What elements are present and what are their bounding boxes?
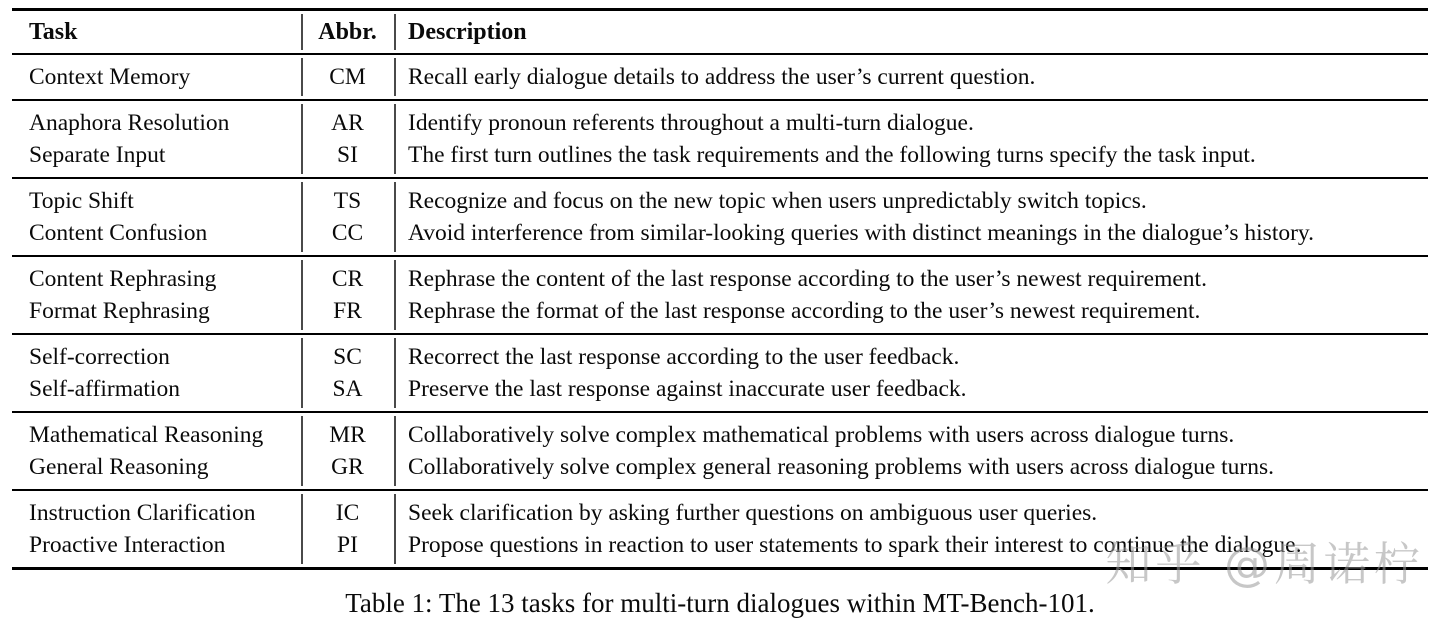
table-row <box>12 529 1428 561</box>
table-row <box>12 419 1428 451</box>
column-divider <box>301 494 303 564</box>
description-cell: Propose questions in reaction to user statements to spark their interest to continue the dialogue. <box>408 532 1302 558</box>
task-cell: Topic Shift <box>29 188 134 214</box>
task-cell: Format Rephrasing <box>29 298 210 324</box>
row-group-topic-confusion <box>12 177 1428 255</box>
description-cell: Rephrase the content of the last response according to the user’s newest requirement. <box>408 266 1207 292</box>
column-divider <box>394 58 396 96</box>
abbr-cell: TS <box>333 188 362 214</box>
task-cell: Content Rephrasing <box>29 266 217 292</box>
table-row <box>12 373 1428 405</box>
abbr-cell: AR <box>331 110 364 136</box>
column-divider <box>301 14 303 50</box>
column-divider <box>301 416 303 486</box>
task-cell: Self-affirmation <box>29 376 180 402</box>
table-row <box>12 341 1428 373</box>
abbr-cell: CR <box>331 266 364 292</box>
header-task: Task <box>29 19 78 45</box>
description-cell: Recorrect the last response according to the user feedback. <box>408 344 960 370</box>
tasks-table <box>12 8 1428 570</box>
column-divider <box>394 182 396 252</box>
row-group-self <box>12 333 1428 411</box>
column-divider <box>301 260 303 330</box>
task-cell: General Reasoning <box>29 454 209 480</box>
row-group-reasoning <box>12 411 1428 489</box>
abbr-cell: IC <box>335 500 360 526</box>
description-cell: Seek clarification by asking further questions on ambiguous user queries. <box>408 500 1098 526</box>
table-row <box>12 139 1428 171</box>
table-row <box>12 217 1428 249</box>
header-row <box>12 16 1428 48</box>
table-row <box>12 185 1428 217</box>
table-caption: Table 1: The 13 tasks for multi-turn dialogues within MT-Bench-101. <box>345 588 1095 618</box>
column-divider <box>301 58 303 96</box>
header-abbr: Abbr. <box>318 19 377 45</box>
description-cell: Identify pronoun referents throughout a multi-turn dialogue. <box>408 110 974 136</box>
abbr-cell: FR <box>333 298 362 324</box>
description-cell: Collaboratively solve complex mathematical problems with users across dialogue turns. <box>408 422 1235 448</box>
abbr-cell: SA <box>332 376 363 402</box>
description-cell: Preserve the last response against inaccurate user feedback. <box>408 376 967 402</box>
column-divider <box>301 182 303 252</box>
row-group-interaction <box>12 489 1428 567</box>
column-divider <box>394 260 396 330</box>
column-divider <box>301 338 303 408</box>
abbr-cell: PI <box>337 532 358 558</box>
abbr-cell: SI <box>337 142 358 168</box>
task-cell: Separate Input <box>29 142 166 168</box>
table-row <box>12 497 1428 529</box>
table-row <box>12 61 1428 93</box>
header-description: Description <box>408 19 527 45</box>
description-cell: Collaboratively solve complex general reasoning problems with users across dialogue turns. <box>408 454 1275 480</box>
table-row <box>12 107 1428 139</box>
abbr-cell: MR <box>329 422 366 448</box>
task-cell: Instruction Clarification <box>29 500 256 526</box>
column-divider <box>301 104 303 174</box>
column-divider <box>394 14 396 50</box>
table-row <box>12 451 1428 483</box>
abbr-cell: SC <box>333 344 362 370</box>
task-cell: Context Memory <box>29 64 191 90</box>
column-divider <box>394 416 396 486</box>
description-cell: Rephrase the format of the last response according to the user’s newest requirement. <box>408 298 1201 324</box>
description-cell: Avoid interference from similar-looking queries with distinct meanings in the dialogue’s history. <box>408 220 1315 246</box>
abbr-cell: CC <box>331 220 364 246</box>
task-cell: Proactive Interaction <box>29 532 226 558</box>
table-row <box>12 263 1428 295</box>
task-cell: Mathematical Reasoning <box>29 422 264 448</box>
task-cell: Content Confusion <box>29 220 208 246</box>
row-group-anaphora-separate <box>12 99 1428 177</box>
column-divider <box>394 338 396 408</box>
column-divider <box>394 104 396 174</box>
table-header <box>12 11 1428 53</box>
row-group-context-memory <box>12 53 1428 99</box>
watermark: 知乎 @周诺柠 <box>1105 537 1424 591</box>
description-cell: The first turn outlines the task requirements and the following turns specify the task input. <box>408 142 1256 168</box>
abbr-cell: GR <box>331 454 364 480</box>
table-row <box>12 295 1428 327</box>
description-cell: Recognize and focus on the new topic when users unpredictably switch topics. <box>408 188 1147 214</box>
task-cell: Self-correction <box>29 344 170 370</box>
column-divider <box>394 494 396 564</box>
description-cell: Recall early dialogue details to address the user’s current question. <box>408 64 1036 90</box>
task-cell: Anaphora Resolution <box>29 110 230 136</box>
abbr-cell: CM <box>329 64 366 90</box>
row-group-rephrasing <box>12 255 1428 333</box>
